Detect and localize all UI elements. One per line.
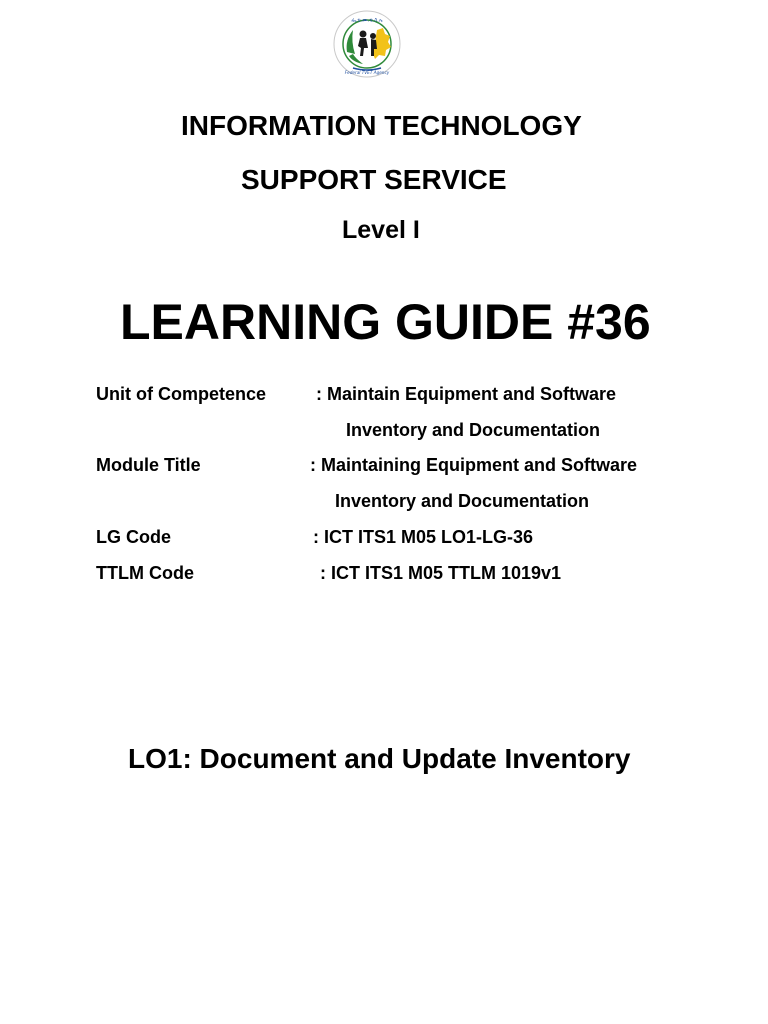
module-title-label: Module Title [96,455,201,475]
svg-text:ፌ.ቴ.ሙ.ቴ.ስ.ኤ: ፌ.ቴ.ሙ.ቴ.ስ.ኤ [351,17,383,24]
svg-text:Federal TVET Agency: Federal TVET Agency [344,70,390,75]
lg-code-label: LG Code [96,527,171,547]
unit-of-competence-label: Unit of Competence [96,384,267,404]
level-label: Level I [342,216,420,244]
module-title-value: : Maintaining Equipment and Software [310,455,638,475]
unit-of-competence-value-continued: Inventory and Documentation [346,420,601,440]
ttlm-code-label: TTLM Code [96,563,194,583]
program-subtitle: SUPPORT SERVICE [241,164,507,195]
program-title: INFORMATION TECHNOLOGY [181,110,582,141]
agency-logo [333,10,401,78]
learning-outcome-title: LO1: Document and Update Inventory [128,743,631,774]
unit-of-competence-value: : Maintain Equipment and Software [316,384,617,404]
module-title-value-continued: Inventory and Documentation [335,491,590,511]
lg-code-value: : ICT ITS1 M05 LO1-LG-36 [313,527,534,547]
guide-title: LEARNING GUIDE #36 [120,294,651,350]
ttlm-code-value: : ICT ITS1 M05 TTLM 1019v1 [320,563,562,583]
